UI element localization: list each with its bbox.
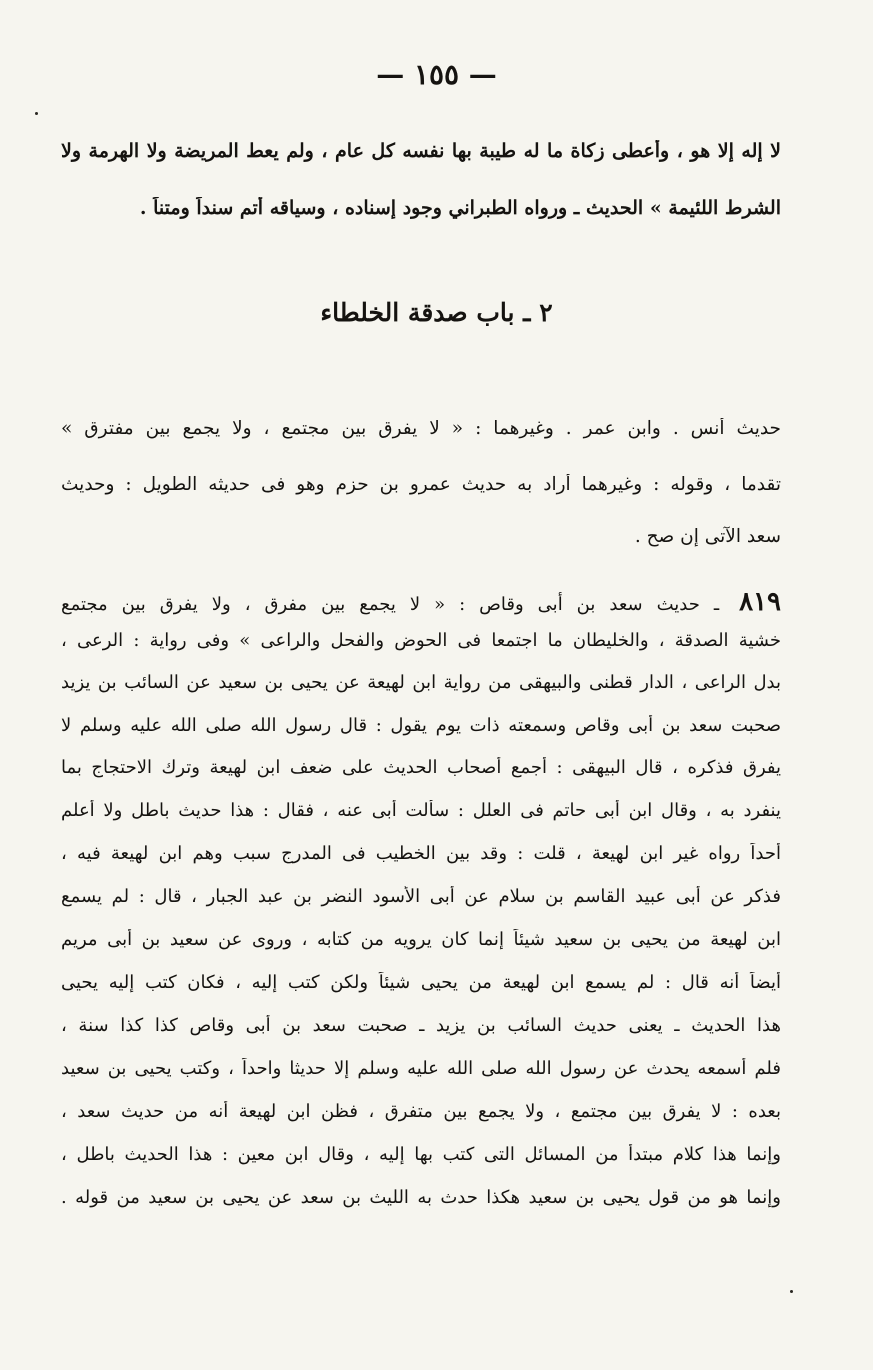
text-line: حديث أنس . وابن عمر . وغيرهما : « لا يفرق بين مجتمع ، ولا يجمع بين مفترق » <box>61 418 781 439</box>
text-line: خشية الصدقة ، والخليطان ما اجتمعا فى الحوض والفحل والراعى » وفى رواية : الرعى ، <box>61 630 781 651</box>
text-line: فذكر عن أبى عبيد القاسم بن سلام عن أبى الأسود النضر بن عبد الجبار ، قال : لم يسمع <box>61 886 781 907</box>
text-line: بدل الراعى ، الدار قطنى والبيهقى من رواية ابن لهيعة عن يحيى بن سعيد عن السائب بن يزيد <box>61 672 781 693</box>
entry-number: ٨١٩ <box>739 587 781 617</box>
entry-first-line <box>61 587 781 617</box>
text-line: ابن لهيعة من يحيى بن سعيد شيئاً إنما كان يرويه من كتابه ، وروى عن سعيد بن أبى مريم <box>61 929 781 950</box>
text-line: بعده : لا يفرق بين مجتمع ، ولا يجمع بين متفرق ، فظن ابن لهيعة أنه من حديث سعد ، <box>61 1101 781 1122</box>
ink-speck <box>35 112 38 115</box>
text-line: تقدما ، وقوله : وغيرهما أراد به حديث عمرو بن حزم وهو فى حديثه الطويل : وحديث <box>61 474 781 495</box>
text-line: أيضاً أنه قال : لم يسمع ابن لهيعة من يحيى شيئاً ولكن كتب إليه ، فكان كتب إليه يحيى <box>61 972 781 993</box>
text-line: وإنما هو من قول يحيى بن سعيد هكذا حدث به الليث بن سعد عن يحيى بن سعيد من قوله . <box>61 1187 781 1208</box>
text-line: الشرط اللئيمة » الحديث ـ ورواه الطبراني وجود إسناده ، وسياقه أتم سنداً ومتناً . <box>139 197 781 219</box>
text-line: وإنما هذا كلام مبتدأ من المسائل التى كتب بها إليه ، وقال ابن معين : هذا الحديث باطل ، <box>61 1144 781 1165</box>
text-line: سعد الآتى إن صح . <box>634 526 781 547</box>
text-line: أحداً رواه غير ابن لهيعة ، قلت : وقد بين الخطيب فى المدرج سبب وهم ابن لهيعة فيه ، <box>61 843 781 864</box>
text-line: لا إله إلا هو ، وأعطى زكاة ما له طيبة بها نفسه كل عام ، ولم يعط المريضة ولا الهرمة ولا <box>61 140 781 162</box>
text-line: هذا الحديث ـ يعنى حديث السائب بن يزيد ـ صحبت سعد بن أبى وقاص كذا كذا سنة ، <box>61 1015 781 1036</box>
text-line: يفرق فذكره ، قال البيهقى : أجمع أصحاب الحديث على ضعف ابن لهيعة وترك الاحتجاج بما <box>61 757 781 778</box>
text-line: ينفرد به ، وقال ابن أبى حاتم فى العلل : سألت أبى عنه ، فقال : هذا حديث باطل ولا أعلم <box>61 800 781 821</box>
entry-first-line-text: ـ حديث سعد بن أبى وقاص : « لا يجمع بين مفرق ، ولا يفرق بين مجتمع <box>61 594 720 615</box>
text-line: فلم أسمعه يحدث عن رسول الله صلى الله عليه وسلم إلا حديثا واحداً ، وكتب يحيى بن سعيد <box>61 1058 781 1079</box>
section-title: ٢ ـ باب صدقة الخلطاء <box>320 298 553 327</box>
text-line: صحبت سعد بن أبى وقاص وسمعته ذات يوم يقول : قال رسول الله صلى الله عليه وسلم لا <box>61 715 781 736</box>
page-number: — ١٥٥ — <box>376 58 497 91</box>
ink-speck <box>790 1290 793 1293</box>
